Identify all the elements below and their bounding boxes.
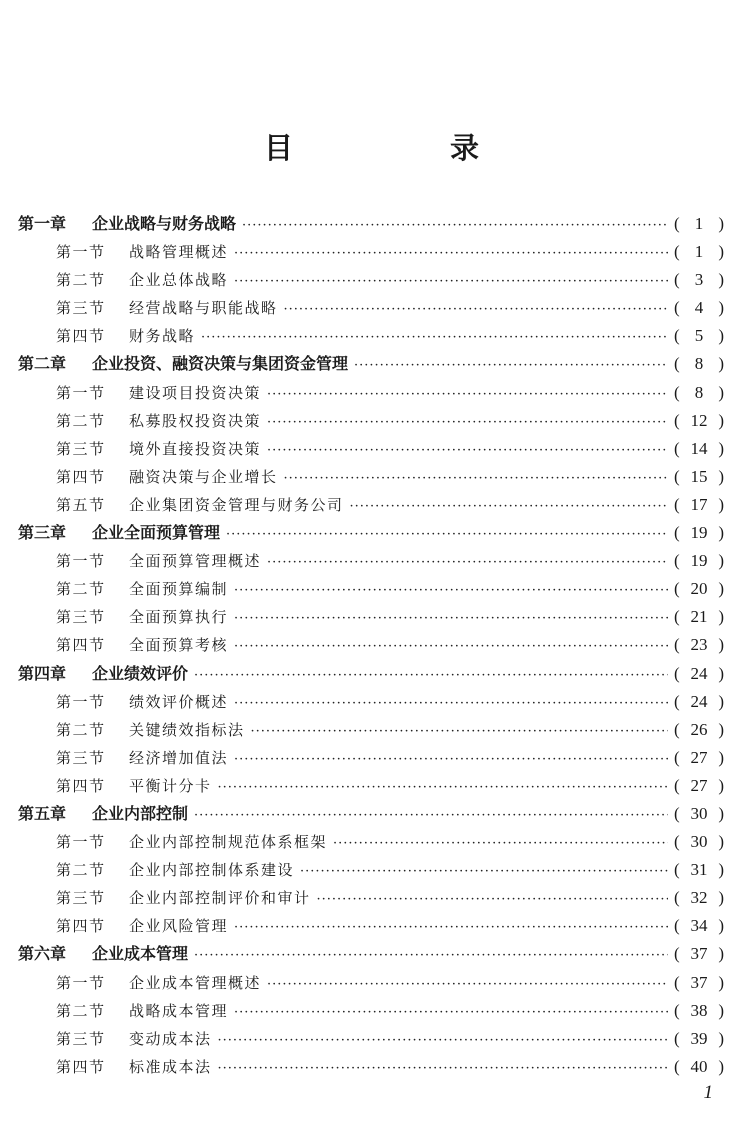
right-paren: )	[718, 972, 724, 992]
section-number: 第一节	[56, 973, 106, 992]
page-value: 40	[690, 1056, 708, 1076]
section-title: 全面预算管理概述	[129, 552, 262, 571]
page-value: 5	[694, 326, 704, 346]
right-paren: )	[718, 298, 724, 318]
section-title: 战略成本管理	[129, 1001, 229, 1020]
section-number: 第三节	[56, 889, 106, 908]
page-value: 12	[690, 410, 708, 430]
page-reference	[674, 322, 724, 350]
page-reference	[674, 547, 724, 575]
section-number: 第三节	[56, 748, 106, 767]
toc-section-entry	[18, 379, 724, 407]
section-title: 经营战略与职能战略	[129, 299, 278, 318]
left-paren: (	[674, 888, 680, 908]
left-paren: (	[674, 242, 680, 262]
right-paren: )	[718, 916, 724, 936]
left-paren: (	[674, 438, 680, 458]
section-title: 标准成本法	[129, 1057, 212, 1076]
section-number: 第二节	[56, 580, 106, 599]
section-title: 私募股权投资决策	[129, 411, 262, 430]
right-paren: )	[718, 888, 724, 908]
page-reference	[674, 210, 724, 238]
right-paren: )	[718, 635, 724, 655]
page-reference	[674, 856, 724, 884]
left-paren: (	[674, 354, 680, 374]
leader-dots	[234, 999, 668, 1027]
section-title: 全面预算考核	[129, 636, 229, 655]
page-value: 4	[694, 298, 704, 318]
toc-section-entry	[18, 828, 724, 856]
page-value: 32	[690, 888, 708, 908]
chapter-number: 第三章	[18, 523, 67, 543]
leader-dots	[284, 465, 668, 493]
left-paren: (	[674, 635, 680, 655]
right-paren: )	[718, 944, 724, 964]
chapter-title: 企业战略与财务战略	[92, 214, 237, 233]
section-number: 第二节	[56, 271, 106, 290]
right-paren: )	[718, 494, 724, 514]
page-number: 1	[703, 1082, 713, 1103]
section-number: 第四节	[56, 1057, 106, 1076]
page-value: 27	[690, 775, 708, 795]
right-paren: )	[718, 1028, 724, 1048]
page-reference	[674, 688, 724, 716]
section-title: 企业内部控制评价和审计	[129, 889, 311, 908]
page-value: 1	[694, 214, 704, 233]
section-title: 企业总体战略	[129, 271, 229, 290]
leader-dots	[234, 577, 668, 605]
toc-section-entry	[18, 322, 724, 350]
chapter-title: 企业绩效评价	[92, 663, 189, 683]
page-value: 24	[690, 663, 708, 683]
page-reference	[674, 912, 724, 940]
left-paren: (	[674, 860, 680, 880]
section-title: 绩效评价概述	[129, 692, 229, 711]
page-reference	[674, 969, 724, 997]
toc-section-entry	[18, 1025, 724, 1053]
leader-dots	[194, 662, 668, 690]
leader-dots	[242, 212, 668, 240]
section-number: 第一节	[56, 552, 106, 571]
right-paren: )	[718, 523, 724, 543]
page-value: 8	[694, 382, 704, 402]
toc-chapter-entry	[18, 519, 724, 547]
leader-dots	[218, 1027, 668, 1055]
leader-dots	[234, 240, 668, 268]
section-title: 全面预算编制	[129, 580, 229, 599]
leader-dots	[317, 886, 668, 914]
right-paren: )	[718, 747, 724, 767]
page-reference	[674, 350, 724, 378]
toc-chapter-entry	[18, 940, 724, 968]
chapter-number: 第六章	[18, 944, 67, 964]
section-number: 第四节	[56, 636, 106, 655]
section-title: 企业成本管理概述	[129, 973, 262, 992]
page-value: 26	[690, 719, 708, 739]
left-paren: (	[674, 523, 680, 543]
right-paren: )	[718, 438, 724, 458]
toc-section-entry	[18, 1053, 724, 1081]
toc-chapter-entry	[18, 210, 724, 238]
section-title: 建设项目投资决策	[129, 383, 262, 402]
leader-dots	[267, 381, 668, 409]
right-paren: )	[718, 410, 724, 430]
section-title: 企业集团资金管理与财务公司	[129, 495, 344, 514]
leader-dots	[201, 324, 668, 352]
leader-dots	[354, 352, 668, 380]
left-paren: (	[674, 298, 680, 318]
section-number: 第三节	[56, 1029, 106, 1048]
section-number: 第四节	[56, 776, 106, 795]
page-value: 34	[690, 916, 708, 936]
left-paren: (	[674, 214, 680, 233]
page-value: 24	[690, 691, 708, 711]
page-reference	[674, 238, 724, 266]
toc-section-entry	[18, 997, 724, 1025]
left-paren: (	[674, 803, 680, 823]
section-number: 第二节	[56, 411, 106, 430]
table-of-contents	[18, 210, 724, 1081]
leader-dots	[234, 690, 668, 718]
toc-section-entry	[18, 631, 724, 659]
page-reference	[674, 407, 724, 435]
right-paren: )	[718, 326, 724, 346]
right-paren: )	[718, 1056, 724, 1076]
right-paren: )	[718, 270, 724, 290]
page-reference	[674, 716, 724, 744]
leader-dots	[226, 521, 668, 549]
right-paren: )	[718, 466, 724, 486]
section-number: 第三节	[56, 608, 106, 627]
left-paren: (	[674, 944, 680, 964]
page-value: 3	[694, 270, 704, 290]
left-paren: (	[674, 607, 680, 627]
page-title: 目 录	[263, 131, 543, 165]
section-number: 第二节	[56, 1001, 106, 1020]
section-title: 平衡计分卡	[129, 776, 212, 795]
page-reference	[674, 744, 724, 772]
leader-dots	[234, 268, 668, 296]
left-paren: (	[674, 832, 680, 852]
leader-dots	[234, 746, 668, 774]
section-title: 全面预算执行	[129, 608, 229, 627]
left-paren: (	[674, 494, 680, 514]
page-reference	[674, 940, 724, 968]
chapter-number: 第一章	[18, 214, 67, 233]
toc-chapter-entry	[18, 660, 724, 688]
chapter-number: 第五章	[18, 803, 67, 823]
chapter-title: 企业投资、融资决策与集团资金管理	[92, 354, 349, 374]
page-value: 19	[690, 551, 708, 571]
page-reference	[674, 379, 724, 407]
section-number: 第一节	[56, 692, 106, 711]
page-reference	[674, 435, 724, 463]
toc-section-entry	[18, 575, 724, 603]
left-paren: (	[674, 466, 680, 486]
page-reference	[674, 660, 724, 688]
left-paren: (	[674, 775, 680, 795]
left-paren: (	[674, 663, 680, 683]
left-paren: (	[674, 1000, 680, 1020]
right-paren: )	[718, 242, 724, 262]
page-reference	[674, 519, 724, 547]
section-title: 变动成本法	[129, 1029, 212, 1048]
right-paren: )	[718, 832, 724, 852]
leader-dots	[218, 1055, 668, 1083]
section-title: 经济增加值法	[129, 748, 229, 767]
toc-section-entry	[18, 884, 724, 912]
page-value: 17	[690, 494, 708, 514]
right-paren: )	[718, 663, 724, 683]
section-title: 企业风险管理	[129, 917, 229, 936]
left-paren: (	[674, 972, 680, 992]
left-paren: (	[674, 326, 680, 346]
page-value: 15	[690, 466, 708, 486]
left-paren: (	[674, 747, 680, 767]
section-number: 第三节	[56, 439, 106, 458]
section-number: 第四节	[56, 467, 106, 486]
chapter-number: 第四章	[18, 663, 67, 683]
page-reference	[674, 828, 724, 856]
section-number: 第一节	[56, 383, 106, 402]
section-title: 关键绩效指标法	[129, 720, 245, 739]
page-reference	[674, 800, 724, 828]
page-value: 30	[690, 832, 708, 852]
toc-section-entry	[18, 266, 724, 294]
toc-section-entry	[18, 547, 724, 575]
page-reference	[674, 266, 724, 294]
left-paren: (	[674, 382, 680, 402]
page-value: 14	[690, 438, 708, 458]
section-number: 第二节	[56, 861, 106, 880]
right-paren: )	[718, 214, 724, 233]
toc-section-entry	[18, 716, 724, 744]
toc-section-entry	[18, 772, 724, 800]
left-paren: (	[674, 916, 680, 936]
right-paren: )	[718, 719, 724, 739]
section-title: 融资决策与企业增长	[129, 467, 278, 486]
page-reference	[674, 603, 724, 631]
page-value: 37	[690, 972, 708, 992]
page-reference	[674, 463, 724, 491]
toc-section-entry	[18, 491, 724, 519]
page-value: 27	[690, 747, 708, 767]
right-paren: )	[718, 1000, 724, 1020]
toc-section-entry	[18, 688, 724, 716]
page-value: 37	[690, 944, 708, 964]
left-paren: (	[674, 1056, 680, 1076]
section-title: 境外直接投资决策	[129, 439, 262, 458]
leader-dots	[350, 493, 668, 521]
page-reference	[674, 1025, 724, 1053]
page-reference	[674, 997, 724, 1025]
right-paren: )	[718, 579, 724, 599]
page-reference	[674, 491, 724, 519]
toc-chapter-entry	[18, 350, 724, 378]
left-paren: (	[674, 691, 680, 711]
leader-dots	[267, 437, 668, 465]
toc-section-entry	[18, 463, 724, 491]
left-paren: (	[674, 551, 680, 571]
page-reference	[674, 294, 724, 322]
toc-section-entry	[18, 603, 724, 631]
leader-dots	[194, 942, 668, 970]
section-number: 第一节	[56, 243, 106, 262]
leader-dots	[284, 296, 668, 324]
toc-section-entry	[18, 435, 724, 463]
left-paren: (	[674, 1028, 680, 1048]
page-value: 8	[694, 354, 704, 374]
left-paren: (	[674, 270, 680, 290]
page-reference	[674, 575, 724, 603]
page-value: 30	[690, 803, 708, 823]
page-value: 23	[690, 635, 708, 655]
toc-section-entry	[18, 856, 724, 884]
right-paren: )	[718, 551, 724, 571]
toc-section-entry	[18, 294, 724, 322]
page-value: 21	[690, 607, 708, 627]
leader-dots	[234, 605, 668, 633]
section-title: 战略管理概述	[129, 243, 229, 262]
page-value: 1	[694, 242, 704, 262]
section-number: 第三节	[56, 299, 106, 318]
page-reference	[674, 631, 724, 659]
leader-dots	[300, 858, 668, 886]
toc-chapter-entry	[18, 800, 724, 828]
right-paren: )	[718, 382, 724, 402]
page-value: 38	[690, 1000, 708, 1020]
leader-dots	[267, 549, 668, 577]
right-paren: )	[718, 775, 724, 795]
page-reference	[674, 1053, 724, 1081]
page-value: 19	[690, 523, 708, 543]
leader-dots	[267, 409, 668, 437]
chapter-title: 企业全面预算管理	[92, 523, 221, 543]
leader-dots	[234, 633, 668, 661]
section-number: 第五节	[56, 495, 106, 514]
right-paren: )	[718, 691, 724, 711]
chapter-title: 企业内部控制	[92, 803, 189, 823]
section-title: 企业内部控制体系建设	[129, 861, 295, 880]
toc-section-entry	[18, 744, 724, 772]
leader-dots	[194, 802, 668, 830]
right-paren: )	[718, 803, 724, 823]
section-number: 第四节	[56, 327, 106, 346]
page-value: 20	[690, 579, 708, 599]
leader-dots	[251, 718, 668, 746]
toc-section-entry	[18, 407, 724, 435]
toc-section-entry	[18, 969, 724, 997]
left-paren: (	[674, 410, 680, 430]
toc-section-entry	[18, 238, 724, 266]
chapter-title: 企业成本管理	[92, 944, 189, 964]
page-reference	[674, 772, 724, 800]
leader-dots	[234, 914, 668, 942]
chapter-number: 第二章	[18, 354, 67, 374]
section-title: 企业内部控制规范体系框架	[129, 833, 328, 852]
leader-dots	[267, 971, 668, 999]
left-paren: (	[674, 719, 680, 739]
leader-dots	[218, 774, 668, 802]
page-value: 39	[690, 1028, 708, 1048]
section-number: 第二节	[56, 720, 106, 739]
right-paren: )	[718, 860, 724, 880]
right-paren: )	[718, 607, 724, 627]
toc-section-entry	[18, 912, 724, 940]
leader-dots	[333, 830, 668, 858]
section-title: 财务战略	[129, 327, 196, 346]
section-number: 第一节	[56, 833, 106, 852]
page-value: 31	[690, 860, 708, 880]
left-paren: (	[674, 579, 680, 599]
page-reference	[674, 884, 724, 912]
right-paren: )	[718, 354, 724, 374]
section-number: 第四节	[56, 917, 106, 936]
